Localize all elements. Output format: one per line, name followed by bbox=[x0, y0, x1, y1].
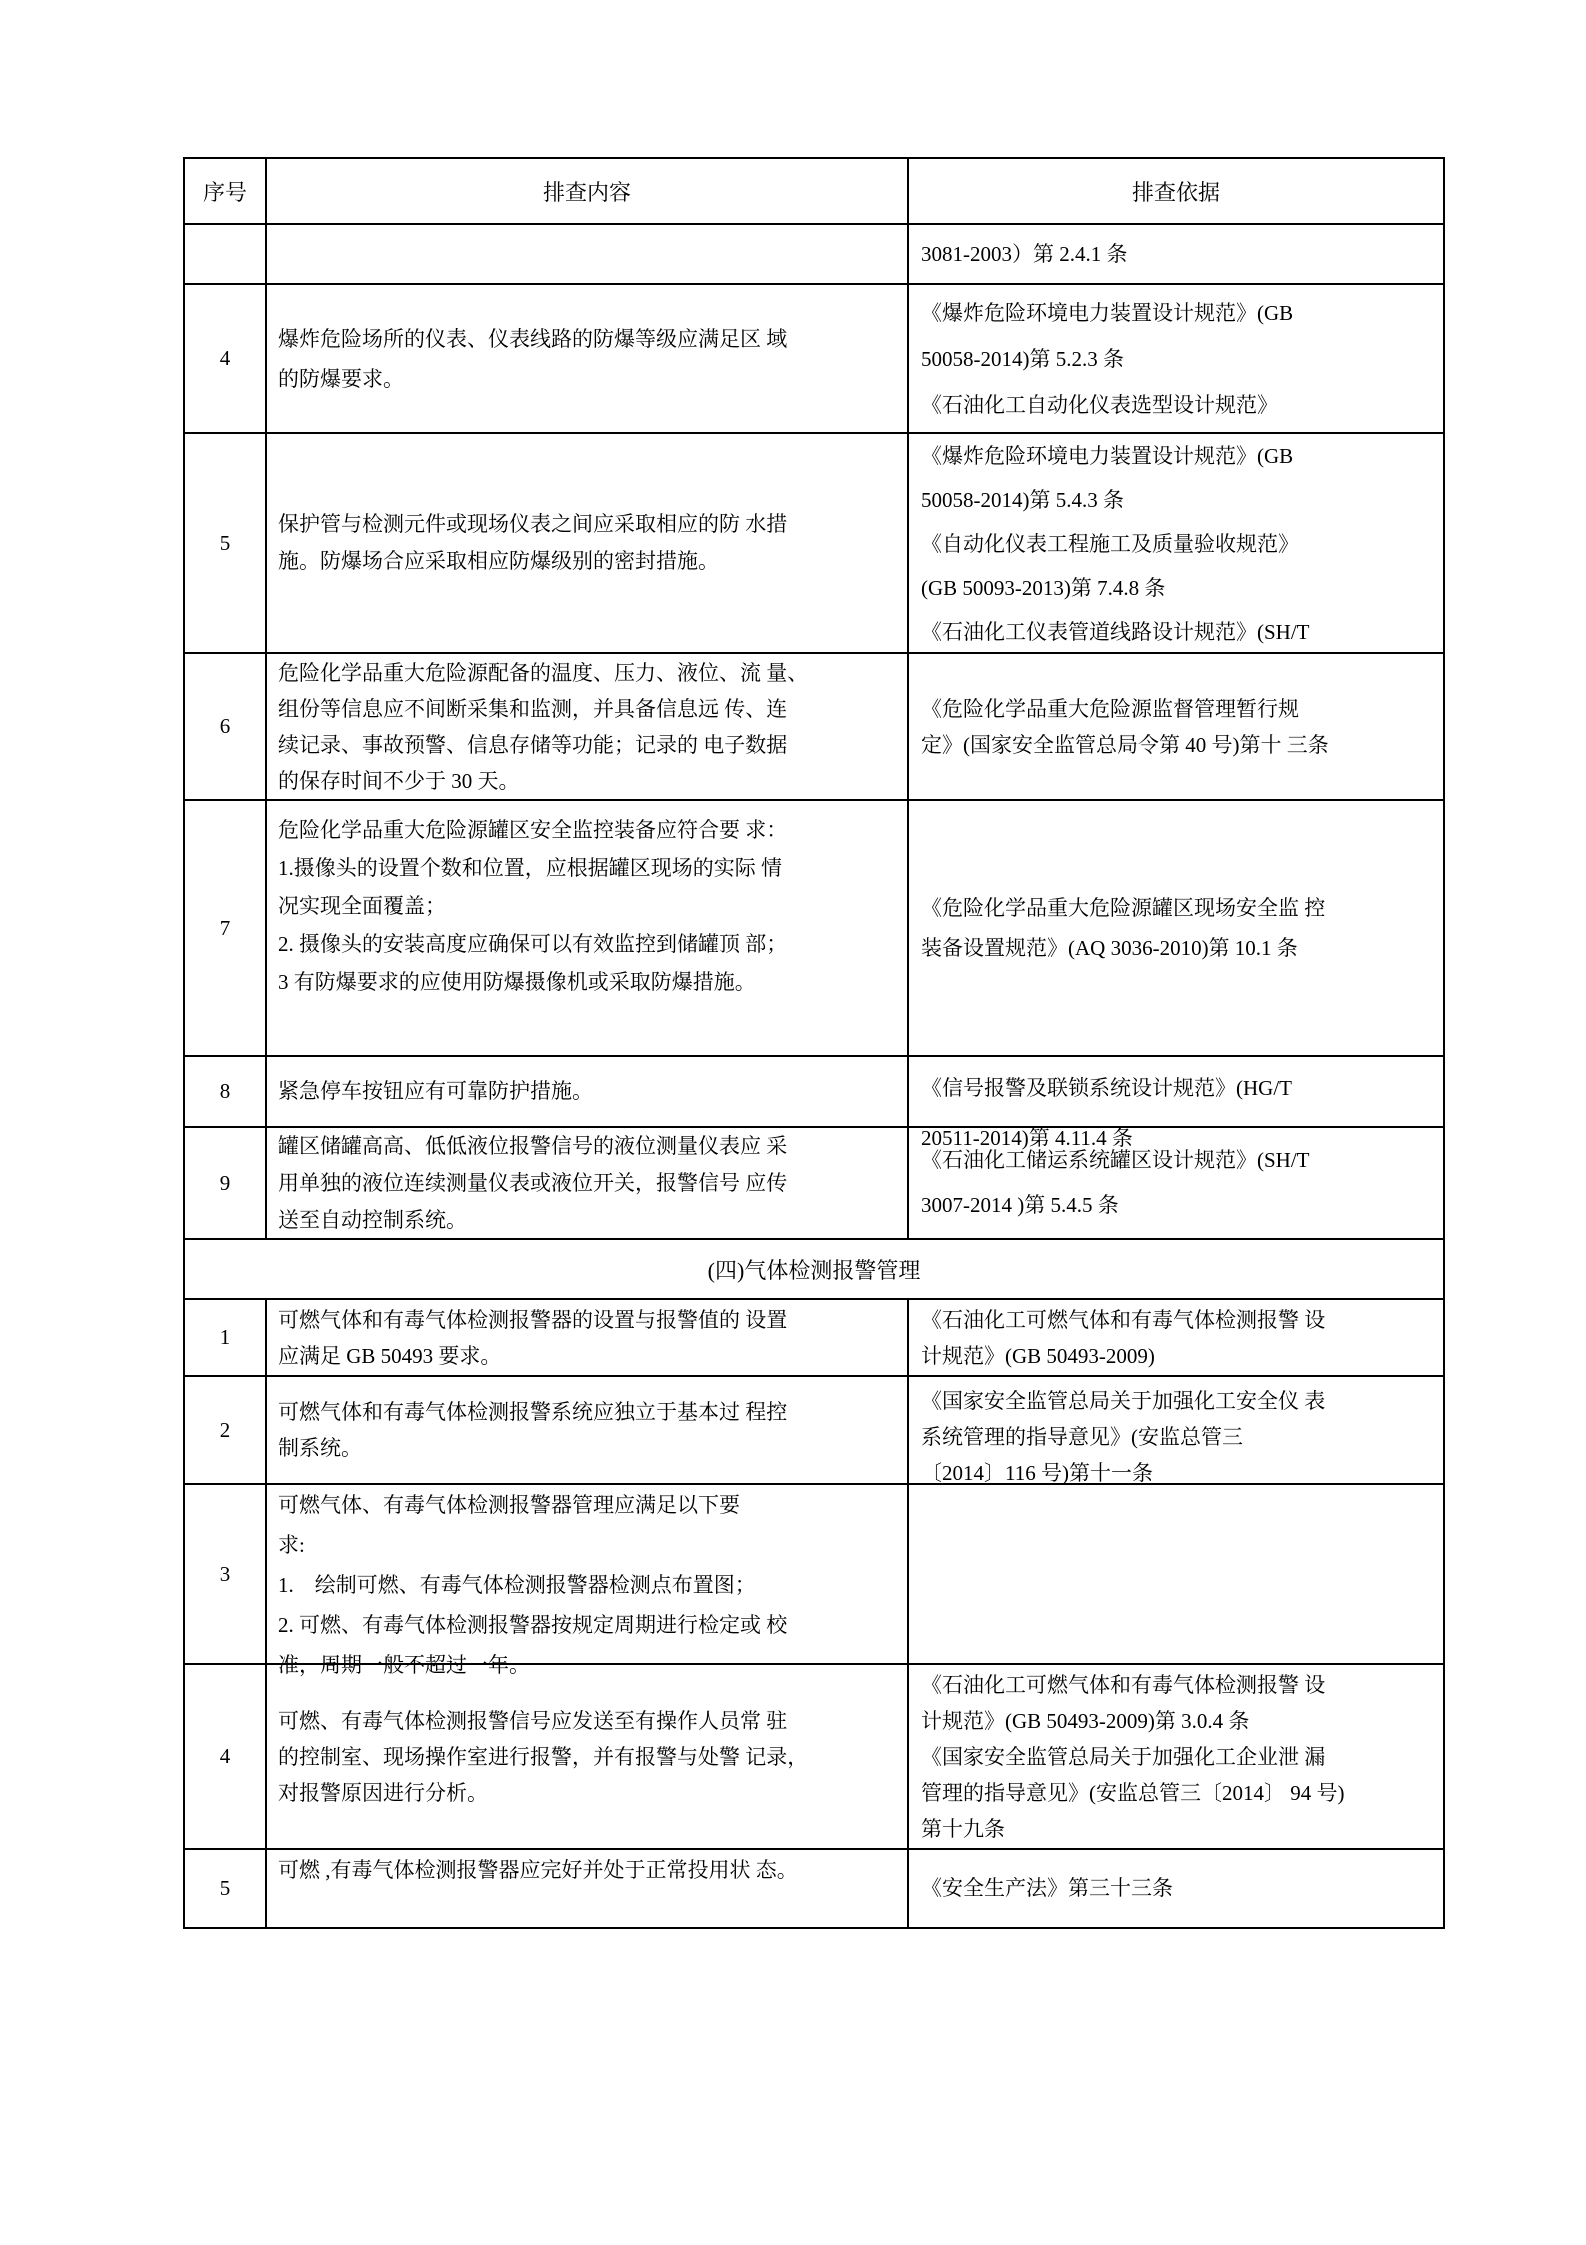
basis-line: 《安全生产法》第三十三条 bbox=[921, 1876, 1173, 1900]
content-line: 求: bbox=[278, 1533, 305, 1557]
content-cell bbox=[267, 801, 909, 1057]
basis-cell bbox=[909, 801, 1445, 1057]
row-number-cell bbox=[185, 285, 267, 434]
row-number-cell bbox=[185, 1850, 267, 1929]
row-number: 9 bbox=[219, 1170, 231, 1195]
content-cell bbox=[267, 285, 909, 434]
row-number: 8 bbox=[219, 1079, 231, 1103]
content-line: 危险化学品重大危险源配备的温度、压力、液位、流 量、 bbox=[278, 660, 809, 685]
table-row bbox=[185, 434, 1445, 654]
row-number: 1 bbox=[219, 1325, 231, 1349]
content-line: 可燃气体和有毒气体检测报警器的设置与报警值的 设置 bbox=[278, 1307, 788, 1332]
basis-cell bbox=[909, 1300, 1445, 1377]
basis-line: 《危险化学品重大危险源罐区现场安全监 控 bbox=[921, 896, 1326, 920]
row-number-cell bbox=[185, 654, 267, 801]
table-row bbox=[185, 1377, 1445, 1485]
row-number-cell bbox=[185, 801, 267, 1057]
content-line: 的防爆要求。 bbox=[278, 366, 404, 391]
basis-line: 计规范》(GB 50493-2009) bbox=[921, 1343, 1155, 1368]
basis-line: 《爆炸危险环境电力装置设计规范》(GB bbox=[921, 444, 1294, 468]
content-line: 可燃、有毒气体检测报警信号应发送至有操作人员常 驻 bbox=[278, 1708, 788, 1733]
basis-line: 3007-2014 )第 5.4.5 条 bbox=[921, 1193, 1119, 1217]
content-line: 2. 摄像头的安装高度应确保可以有效监控到储罐顶 部； bbox=[278, 932, 788, 956]
content-line: 况实现全面覆盖； bbox=[278, 894, 446, 918]
table-header-row bbox=[185, 159, 1445, 225]
content-cell bbox=[267, 1850, 909, 1929]
content-cell bbox=[267, 654, 909, 801]
content-line: 1. 绘制可燃、有毒气体检测报警器检测点布置图； bbox=[278, 1573, 756, 1597]
row-number-cell bbox=[185, 225, 267, 285]
content-line: 罐区储罐高高、低低液位报警信号的液位测量仪表应 采 bbox=[278, 1133, 788, 1158]
table-row bbox=[185, 1850, 1445, 1929]
header-basis: 排查依据 bbox=[1131, 179, 1220, 205]
content-line: 可燃气体和有毒气体检测报警系统应独立于基本过 程控 bbox=[278, 1400, 788, 1424]
basis-line: 定》(国家安全监管总局令第 40 号)第十 三条 bbox=[921, 732, 1329, 757]
section-header-row bbox=[185, 1240, 1445, 1300]
header-basis-cell bbox=[909, 159, 1445, 225]
basis-line: 装备设置规范》(AQ 3036-2010)第 10.1 条 bbox=[921, 936, 1298, 960]
row-number: 4 bbox=[219, 346, 231, 370]
row-number: 7 bbox=[219, 915, 231, 940]
header-no: 序号 bbox=[202, 179, 247, 205]
content-cell bbox=[267, 1057, 909, 1128]
row-number-cell bbox=[185, 1128, 267, 1240]
content-cell bbox=[267, 1128, 909, 1240]
content-cell bbox=[267, 225, 909, 285]
basis-line: 《危险化学品重大危险源监督管理暂行规 bbox=[921, 696, 1299, 721]
content-line: 组份等信息应不间断采集和监测，并具备信息远 传、连 bbox=[278, 696, 788, 721]
content-line: 3 有防爆要求的应使用防爆摄像机或采取防爆措施。 bbox=[278, 970, 756, 994]
row-number: 6 bbox=[219, 714, 231, 738]
basis-cell bbox=[909, 1850, 1445, 1929]
content-line: 制系统。 bbox=[278, 1436, 362, 1460]
row-number-cell bbox=[185, 1665, 267, 1850]
content-line: 2. 可燃、有毒气体检测报警器按规定周期进行检定或 校 bbox=[278, 1613, 788, 1637]
content-line: 紧急停车按钮应有可靠防护措施。 bbox=[278, 1079, 593, 1103]
content-cell bbox=[267, 1485, 909, 1677]
basis-line: 《爆炸危险环境电力装置设计规范》(GB bbox=[921, 300, 1294, 325]
row-number: 5 bbox=[219, 530, 231, 555]
row-number-cell bbox=[185, 1377, 267, 1485]
basis-cell bbox=[909, 434, 1445, 654]
table-row bbox=[185, 1128, 1445, 1240]
basis-line: (GB 50093-2013)第 7.4.8 条 bbox=[921, 576, 1166, 600]
basis-line: 系统管理的指导意见》(安监总管三 bbox=[921, 1425, 1243, 1449]
table-row bbox=[185, 654, 1445, 801]
basis-line: 《石油化工可燃气体和有毒气体检测报警 设 bbox=[921, 1672, 1326, 1697]
section-header-label: (四)气体检测报警管理 bbox=[707, 1257, 921, 1283]
basis-line: 《国家安全监管总局关于加强化工企业泄 漏 bbox=[921, 1744, 1326, 1769]
content-line: 送至自动控制系统。 bbox=[278, 1207, 467, 1232]
basis-cell bbox=[909, 654, 1445, 801]
table-row bbox=[185, 1665, 1445, 1850]
row-number: 4 bbox=[219, 1744, 231, 1768]
basis-cell bbox=[909, 285, 1445, 434]
row-number-cell bbox=[185, 434, 267, 654]
content-line: 对报警原因进行分析。 bbox=[278, 1780, 488, 1805]
content-line: 可燃气体、有毒气体检测报警器管理应满足以下要 bbox=[278, 1493, 740, 1517]
basis-line: 《国家安全监管总局关于加强化工安全仪 表 bbox=[921, 1389, 1326, 1413]
row-number-cell bbox=[185, 1057, 267, 1128]
content-line: 施。防爆场合应采取相应防爆级别的密封措施。 bbox=[278, 549, 719, 573]
content-line: 的控制室、现场操作室进行报警，并有报警与处警 记录， bbox=[278, 1744, 809, 1769]
basis-cell bbox=[909, 225, 1445, 285]
table-row bbox=[185, 225, 1445, 285]
basis-line: 《石油化工仪表管道线路设计规范》(SH/T bbox=[921, 620, 1310, 644]
basis-line: 50058-2014)第 5.2.3 条 bbox=[921, 346, 1124, 371]
content-line: 准，周期一般不超过一年。 bbox=[278, 1653, 530, 1677]
content-line: 危险化学品重大危险源罐区安全监控装备应符合要 求： bbox=[278, 818, 788, 842]
basis-cell bbox=[909, 1057, 1445, 1150]
header-no-cell bbox=[185, 159, 267, 225]
basis-line: 第十九条 bbox=[921, 1816, 1005, 1841]
content-line: 续记录、事故预警、信息存储等功能；记录的 电子数据 bbox=[278, 732, 788, 757]
content-cell bbox=[267, 434, 909, 654]
row-number-cell bbox=[185, 1485, 267, 1665]
table-row bbox=[185, 285, 1445, 434]
basis-line: 〔2014〕116 号)第十一条 bbox=[921, 1461, 1153, 1485]
basis-line: 《石油化工储运系统罐区设计规范》(SH/T bbox=[921, 1148, 1310, 1172]
content-line: 保护管与检测元件或现场仪表之间应采取相应的防 水措 bbox=[278, 512, 788, 536]
basis-line: 管理的指导意见》(安监总管三〔2014〕 94 号) bbox=[921, 1780, 1345, 1805]
table-row bbox=[185, 801, 1445, 1057]
content-cell bbox=[267, 1665, 909, 1850]
content-line: 1.摄像头的设置个数和位置，应根据罐区现场的实际 情 bbox=[278, 856, 782, 880]
basis-line: 20511-2014)第 4.11.4 条 bbox=[921, 1126, 1133, 1150]
basis-line: 50058-2014)第 5.4.3 条 bbox=[921, 488, 1124, 512]
basis-line: 《石油化工自动化仪表选型设计规范》 bbox=[921, 392, 1278, 417]
header-content: 排查内容 bbox=[542, 179, 631, 205]
content-line: 可燃 ,有毒气体检测报警器应完好并处于正常投用状 态。 bbox=[278, 1858, 798, 1882]
table-row bbox=[185, 1485, 1445, 1677]
content-cell bbox=[267, 1300, 909, 1377]
content-cell bbox=[267, 1377, 909, 1485]
basis-line: 《自动化仪表工程施工及质量验收规范》 bbox=[921, 532, 1299, 556]
basis-line: 计规范》(GB 50493-2009)第 3.0.4 条 bbox=[921, 1708, 1250, 1733]
basis-cell bbox=[909, 1665, 1445, 1850]
content-line: 的保存时间不少于 30 天。 bbox=[278, 768, 520, 793]
row-number: 3 bbox=[219, 1561, 231, 1586]
content-line: 爆炸危险场所的仪表、仪表线路的防爆等级应满足区 域 bbox=[278, 326, 788, 351]
row-number-cell bbox=[185, 1300, 267, 1377]
content-line: 应满足 GB 50493 要求。 bbox=[278, 1343, 502, 1368]
basis-cell bbox=[909, 1128, 1445, 1240]
basis-line: 《信号报警及联锁系统设计规范》(HG/T bbox=[921, 1076, 1292, 1100]
row-number: 2 bbox=[219, 1417, 231, 1442]
basis-line: 3081-2003）第 2.4.1 条 bbox=[921, 242, 1128, 266]
basis-cell bbox=[909, 1485, 1445, 1665]
table-row bbox=[185, 1300, 1445, 1377]
basis-cell bbox=[909, 1377, 1445, 1485]
section-header-cell bbox=[185, 1240, 1445, 1300]
basis-line: 《石油化工可燃气体和有毒气体检测报警 设 bbox=[921, 1307, 1326, 1332]
header-content-cell bbox=[267, 159, 909, 225]
row-number: 5 bbox=[219, 1876, 231, 1900]
inspection-table bbox=[183, 157, 1445, 1929]
content-line: 用单独的液位连续测量仪表或液位开关，报警信号 应传 bbox=[278, 1170, 788, 1195]
